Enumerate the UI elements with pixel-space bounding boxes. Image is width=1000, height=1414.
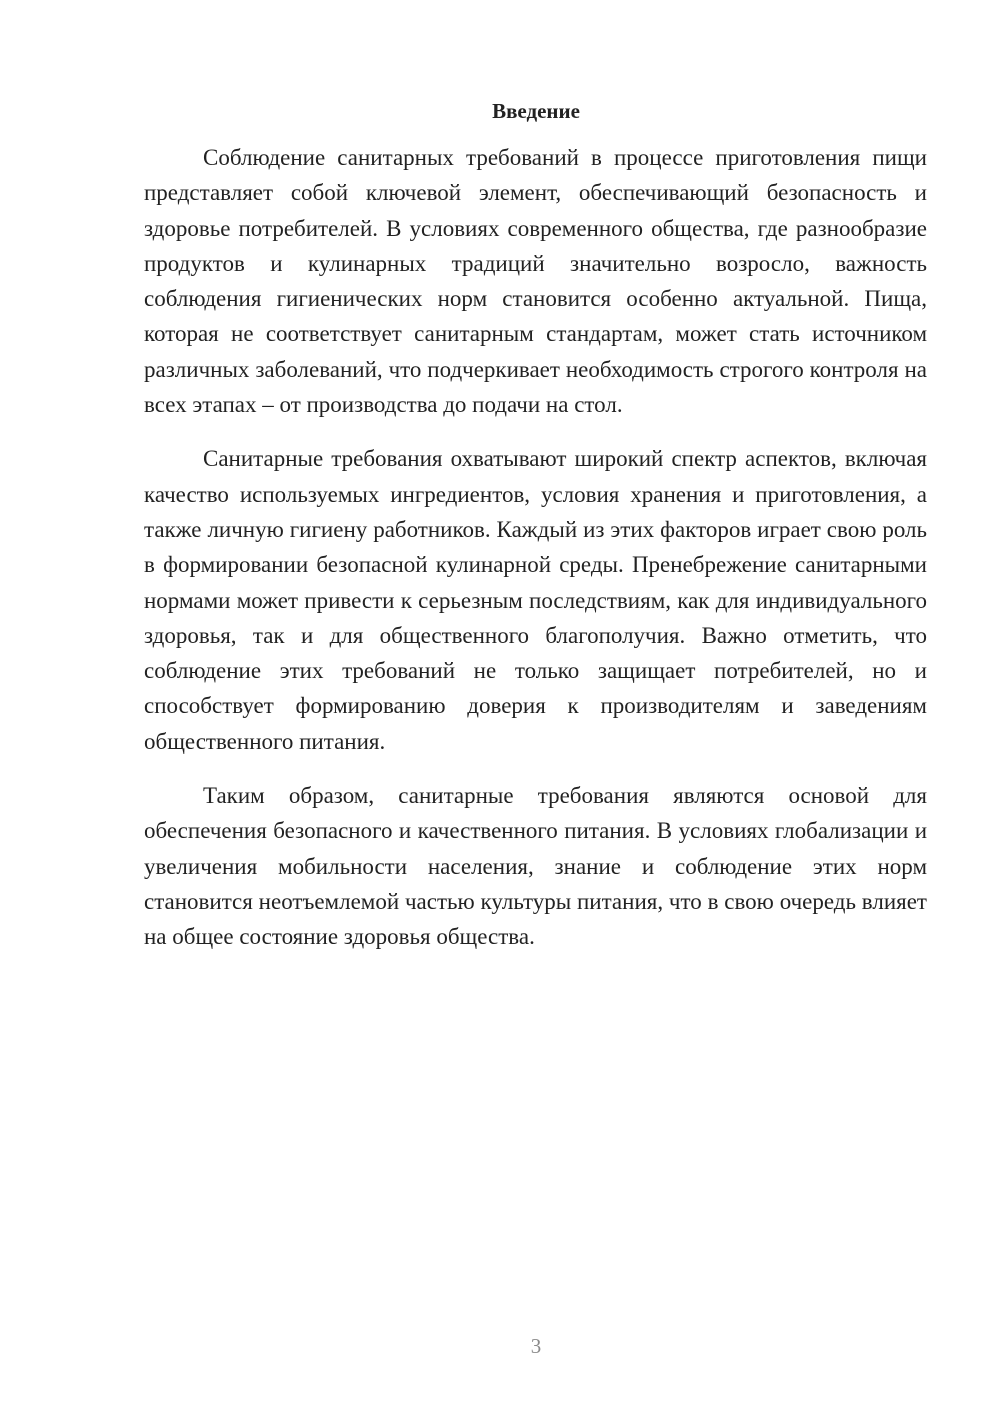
body-text xyxy=(144,140,927,974)
page-number: 3 xyxy=(530,1334,542,1358)
paragraph-1: Соблюдение санитарных требований в процессе приготовления пищи представляет собой ключевой элемент, обеспечивающий безопасность и здоровье потребителей. В условиях современного общества, где разнообразие продуктов и кулинарных традиций значительно возросло, важность соблюдения гигиенических норм становится особенно актуальной. Пища, которая не соответствует санитарным стандартам, может стать источником различных заболеваний, что подчеркивает необходимость строгого контроля на всех этапах – от производства до подачи на стол. xyxy=(144,145,927,418)
paragraph-3: Таким образом, санитарные требования являются основой для обеспечения безопасного и качественного питания. В условиях глобализации и увеличения мобильности населения, знание и соблюдение этих норм становится неотъемлемой частью культуры питания, что в свою очередь влияет на общее состояние здоровья общества. xyxy=(144,783,927,950)
paragraph-2: Санитарные требования охватывают широкий спектр аспектов, включая качество используемых ингредиентов, условия хранения и приготовления, а также личную гигиену работников. Каждый из этих факторов играет свою роль в формировании безопасной кулинарной среды. Пренебрежение санитарными нормами может привести к серьезным последствиям, как для индивидуального здоровья, так и для общественного благополучия. Важно отметить, что соблюдение этих требований не только защищает потребителей, но и способствует формированию доверия к производителям и заведениям общественного питания. xyxy=(144,446,927,754)
section-heading: Введение xyxy=(492,99,580,123)
